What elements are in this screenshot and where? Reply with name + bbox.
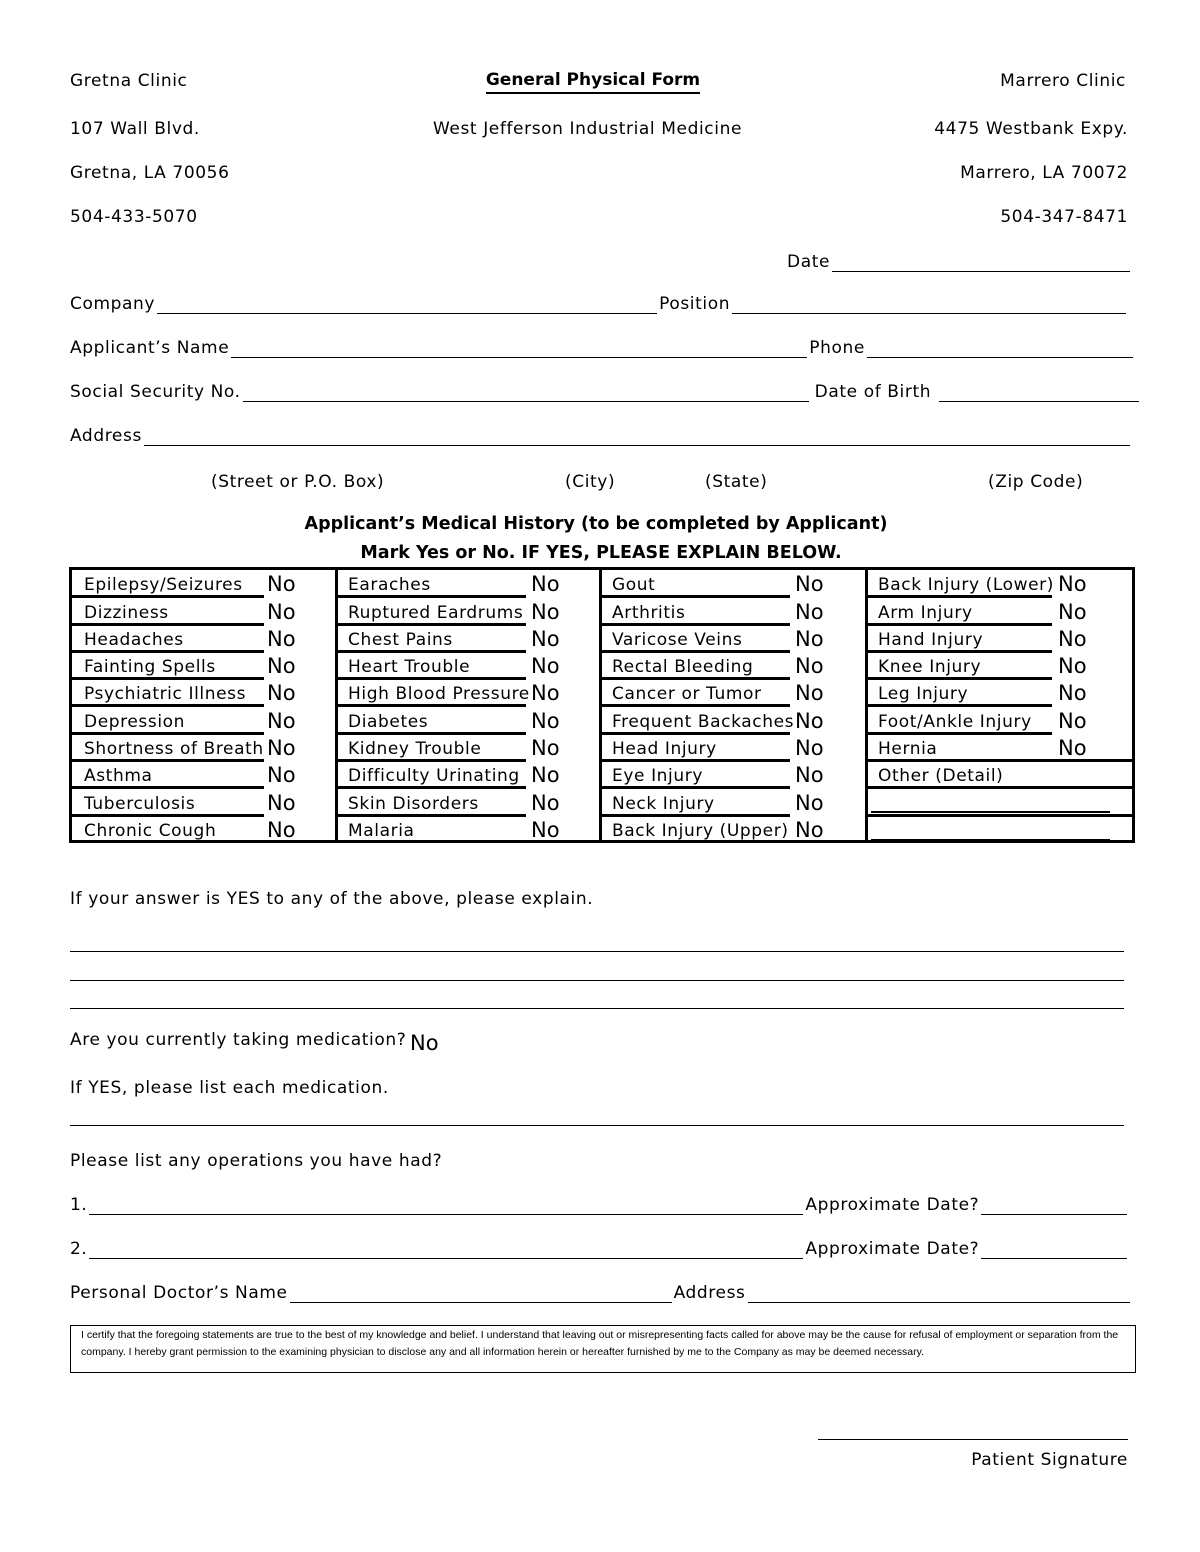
left-clinic-phone: 504-433-5070: [70, 207, 198, 227]
column-divider: [599, 570, 602, 840]
condition-row: [72, 761, 336, 788]
condition-label: Arthritis: [612, 602, 686, 623]
address-blank[interactable]: [144, 431, 1130, 446]
condition-row: [866, 761, 1132, 788]
condition-answer[interactable]: No: [267, 736, 296, 761]
condition-row: [72, 570, 336, 597]
condition-row: [336, 652, 600, 679]
condition-row: [600, 625, 866, 652]
condition-label: Asthma: [84, 766, 153, 787]
condition-label: Psychiatric Illness: [84, 684, 247, 705]
left-clinic-city: Gretna, LA 70056: [70, 163, 230, 183]
condition-label: Arm Injury: [878, 602, 973, 623]
condition-answer[interactable]: No: [1058, 626, 1087, 651]
operation-1-date-label: Approximate Date?: [805, 1195, 980, 1215]
left-clinic-name: Gretna Clinic: [70, 71, 188, 91]
condition-label: Difficulty Urinating: [348, 766, 520, 787]
condition-row: [72, 652, 336, 679]
explain-prompt: If your answer is YES to any of the above, please explain.: [70, 889, 594, 909]
condition-label: Shortness of Breath: [84, 739, 264, 760]
condition-answer[interactable]: No: [795, 599, 824, 624]
operation-1-number: 1.: [70, 1195, 88, 1215]
condition-label: Rectal Bleeding: [612, 657, 754, 678]
condition-answer[interactable]: No: [267, 817, 296, 842]
form-title: General Physical Form: [486, 70, 700, 94]
ssn-label: Social Security No.: [70, 382, 241, 402]
condition-answer[interactable]: No: [267, 708, 296, 733]
condition-row: [600, 761, 866, 788]
address-street-hint: (Street or P.O. Box): [211, 472, 385, 492]
condition-label: Diabetes: [348, 711, 429, 732]
condition-label: Ruptured Eardrums: [348, 602, 524, 623]
medication-answer[interactable]: No: [410, 1031, 439, 1055]
condition-answer[interactable]: No: [267, 681, 296, 706]
condition-answer[interactable]: No: [267, 654, 296, 679]
column-divider: [865, 570, 868, 840]
position-blank[interactable]: [732, 299, 1126, 314]
condition-answer[interactable]: No: [795, 817, 824, 842]
medication-question: Are you currently taking medication?: [70, 1030, 407, 1050]
condition-label: Fainting Spells: [84, 657, 216, 678]
condition-answer[interactable]: No: [267, 790, 296, 815]
condition-answer[interactable]: No: [1058, 708, 1087, 733]
address-label: Address: [70, 426, 142, 446]
phone-label: Phone: [809, 338, 865, 358]
condition-label: Gout: [612, 575, 656, 596]
condition-row: [336, 788, 600, 815]
condition-row: [600, 788, 866, 815]
condition-label: Earaches: [348, 575, 431, 596]
condition-answer[interactable]: No: [795, 572, 824, 597]
condition-row: [336, 625, 600, 652]
medical-history-table: [69, 567, 1135, 843]
condition-answer[interactable]: No: [795, 736, 824, 761]
condition-row: [600, 707, 866, 734]
doctor-field[interactable]: [70, 1283, 1132, 1303]
company-label: Company: [70, 294, 156, 314]
certification-statement: I certify that the foregoing statements are true to the best of my knowledge and belief. I understand that leaving out or misrepresenting facts called for above may be the cause for refusal of employment or separation from the company. I hereby grant permission to the examining physician to disclose any and all information herein or hereafter furnished by me to the Company as may be deemed necessary.: [70, 1325, 1136, 1373]
condition-row: [866, 652, 1132, 679]
explain-line-2[interactable]: [70, 980, 1124, 981]
condition-row: [600, 652, 866, 679]
condition-row: [72, 788, 336, 815]
condition-label: Foot/Ankle Injury: [878, 711, 1032, 732]
operation-2-date-blank[interactable]: [981, 1244, 1127, 1259]
condition-label: Hernia: [878, 739, 938, 760]
condition-answer[interactable]: No: [531, 736, 560, 761]
condition-label: Kidney Trouble: [348, 739, 482, 760]
condition-answer[interactable]: No: [531, 572, 560, 597]
right-clinic-city: Marrero, LA 70072: [960, 163, 1128, 183]
company-blank[interactable]: [157, 299, 657, 314]
condition-row: [866, 788, 1132, 815]
ssn-blank[interactable]: [243, 387, 809, 402]
condition-label: High Blood Pressure: [348, 684, 530, 705]
condition-answer[interactable]: No: [795, 708, 824, 733]
phone-blank[interactable]: [867, 343, 1133, 358]
operation-2-blank[interactable]: [89, 1244, 803, 1259]
address-state-hint: (State): [705, 472, 768, 492]
condition-answer[interactable]: No: [1058, 681, 1087, 706]
address-city-hint: (City): [565, 472, 616, 492]
condition-label: Leg Injury: [878, 684, 969, 705]
condition-row: [600, 570, 866, 597]
condition-row: [72, 734, 336, 761]
condition-answer[interactable]: No: [795, 790, 824, 815]
condition-row: [866, 707, 1132, 734]
doctor-address-blank[interactable]: [748, 1288, 1130, 1303]
operations-prompt: Please list any operations you have had?: [70, 1151, 443, 1171]
medical-history-heading: Applicant’s Medical History (to be completed by Applicant): [304, 514, 888, 534]
condition-answer[interactable]: No: [531, 763, 560, 788]
condition-label: Depression: [84, 711, 186, 732]
condition-label: Chronic Cough: [84, 820, 217, 841]
condition-answer[interactable]: No: [1058, 599, 1087, 624]
condition-label: Cancer or Tumor: [612, 684, 762, 705]
condition-answer[interactable]: No: [267, 572, 296, 597]
condition-answer[interactable]: No: [531, 790, 560, 815]
right-clinic-street: 4475 Westbank Expy.: [934, 119, 1128, 139]
operation-2-date-label: Approximate Date?: [805, 1239, 980, 1259]
condition-column-2: [336, 570, 600, 840]
medication-list-prompt: If YES, please list each medication.: [70, 1078, 389, 1098]
condition-answer[interactable]: No: [1058, 572, 1087, 597]
dob-label: Date of Birth: [814, 382, 932, 402]
right-clinic-phone: 504-347-8471: [1000, 207, 1128, 227]
condition-label: Back Injury (Upper): [612, 820, 789, 841]
condition-row: [866, 570, 1132, 597]
condition-label: Malaria: [348, 820, 415, 841]
condition-label: Back Injury (Lower): [878, 575, 1055, 596]
operation-2-number: 2.: [70, 1239, 88, 1259]
signature-line[interactable]: [818, 1439, 1128, 1440]
condition-label: Headaches: [84, 629, 184, 650]
condition-label: Knee Injury: [878, 657, 982, 678]
condition-label: Neck Injury: [612, 793, 715, 814]
operation-1-field[interactable]: [70, 1195, 1129, 1215]
condition-row: [336, 734, 600, 761]
condition-answer[interactable]: No: [267, 599, 296, 624]
condition-label: Dizziness: [84, 602, 169, 623]
condition-column-4: [866, 570, 1132, 840]
condition-answer[interactable]: No: [795, 626, 824, 651]
condition-answer[interactable]: No: [531, 681, 560, 706]
applicant-name-field[interactable]: [70, 338, 1135, 358]
condition-row: [336, 761, 600, 788]
condition-row: [600, 734, 866, 761]
condition-row: [72, 625, 336, 652]
condition-row: [600, 816, 866, 843]
condition-label: Varicose Veins: [612, 629, 743, 650]
condition-answer[interactable]: No: [531, 654, 560, 679]
condition-row: [600, 679, 866, 706]
condition-answer[interactable]: No: [1058, 654, 1087, 679]
date-blank[interactable]: [832, 257, 1130, 272]
ssn-field[interactable]: [70, 382, 1141, 402]
operation-1-blank[interactable]: [89, 1200, 803, 1215]
condition-answer[interactable]: No: [795, 654, 824, 679]
applicant-name-blank[interactable]: [231, 343, 807, 358]
condition-label: Epilepsy/Seizures: [84, 575, 243, 596]
condition-label: Eye Injury: [612, 766, 703, 787]
condition-label: Other (Detail): [878, 766, 1004, 787]
condition-row: [72, 816, 336, 843]
right-clinic-name: Marrero Clinic: [1000, 71, 1126, 91]
condition-row: [866, 679, 1132, 706]
operation-1-date-blank[interactable]: [981, 1200, 1127, 1215]
address-field[interactable]: [70, 426, 1132, 446]
position-label: Position: [659, 294, 731, 314]
explain-line-1[interactable]: [70, 951, 1124, 952]
condition-row: [336, 816, 600, 843]
explain-line-3[interactable]: [70, 1008, 1124, 1009]
doctor-address-label: Address: [673, 1283, 746, 1303]
company-field[interactable]: [70, 294, 1128, 314]
operation-2-field[interactable]: [70, 1239, 1129, 1259]
condition-answer[interactable]: No: [531, 817, 560, 842]
doctor-name-label: Personal Doctor’s Name: [70, 1283, 288, 1303]
condition-row: [866, 816, 1132, 843]
doctor-name-blank[interactable]: [290, 1288, 672, 1303]
condition-answer[interactable]: No: [795, 681, 824, 706]
condition-row: [336, 570, 600, 597]
condition-label: Chest Pains: [348, 629, 453, 650]
condition-answer[interactable]: No: [531, 599, 560, 624]
condition-label: Head Injury: [612, 739, 717, 760]
condition-column-1: [72, 570, 336, 840]
condition-answer[interactable]: No: [531, 708, 560, 733]
condition-answer[interactable]: No: [267, 626, 296, 651]
condition-row: [72, 679, 336, 706]
condition-answer[interactable]: No: [1058, 736, 1087, 761]
medical-history-instructions: Mark Yes or No. IF YES, PLEASE EXPLAIN BELOW.: [360, 543, 842, 563]
dob-blank[interactable]: [939, 387, 1139, 402]
condition-row: [72, 597, 336, 624]
date-label: Date: [787, 252, 831, 272]
condition-answer[interactable]: No: [795, 763, 824, 788]
condition-label: Tuberculosis: [84, 793, 196, 814]
organization-name: West Jefferson Industrial Medicine: [433, 119, 743, 139]
medication-list-line[interactable]: [70, 1125, 1124, 1126]
condition-column-3: [600, 570, 866, 840]
condition-row: [336, 707, 600, 734]
condition-row: [336, 679, 600, 706]
condition-row: [866, 734, 1132, 761]
signature-label: Patient Signature: [971, 1450, 1128, 1470]
condition-row: [866, 597, 1132, 624]
condition-row: [600, 597, 866, 624]
condition-label: Skin Disorders: [348, 793, 479, 814]
left-clinic-street: 107 Wall Blvd.: [70, 119, 200, 139]
column-divider: [335, 570, 338, 840]
condition-label: Hand Injury: [878, 629, 984, 650]
applicant-name-label: Applicant’s Name: [70, 338, 230, 358]
address-zip-hint: (Zip Code): [988, 472, 1084, 492]
condition-label: Heart Trouble: [348, 657, 471, 678]
condition-label: Frequent Backaches: [612, 711, 795, 732]
other-detail-blank[interactable]: [871, 811, 1110, 812]
date-field[interactable]: [787, 252, 1132, 272]
condition-row: [866, 625, 1132, 652]
condition-row: [336, 597, 600, 624]
condition-answer[interactable]: No: [267, 763, 296, 788]
other-detail-blank[interactable]: [871, 839, 1110, 840]
condition-row: [72, 707, 336, 734]
condition-answer[interactable]: No: [531, 626, 560, 651]
